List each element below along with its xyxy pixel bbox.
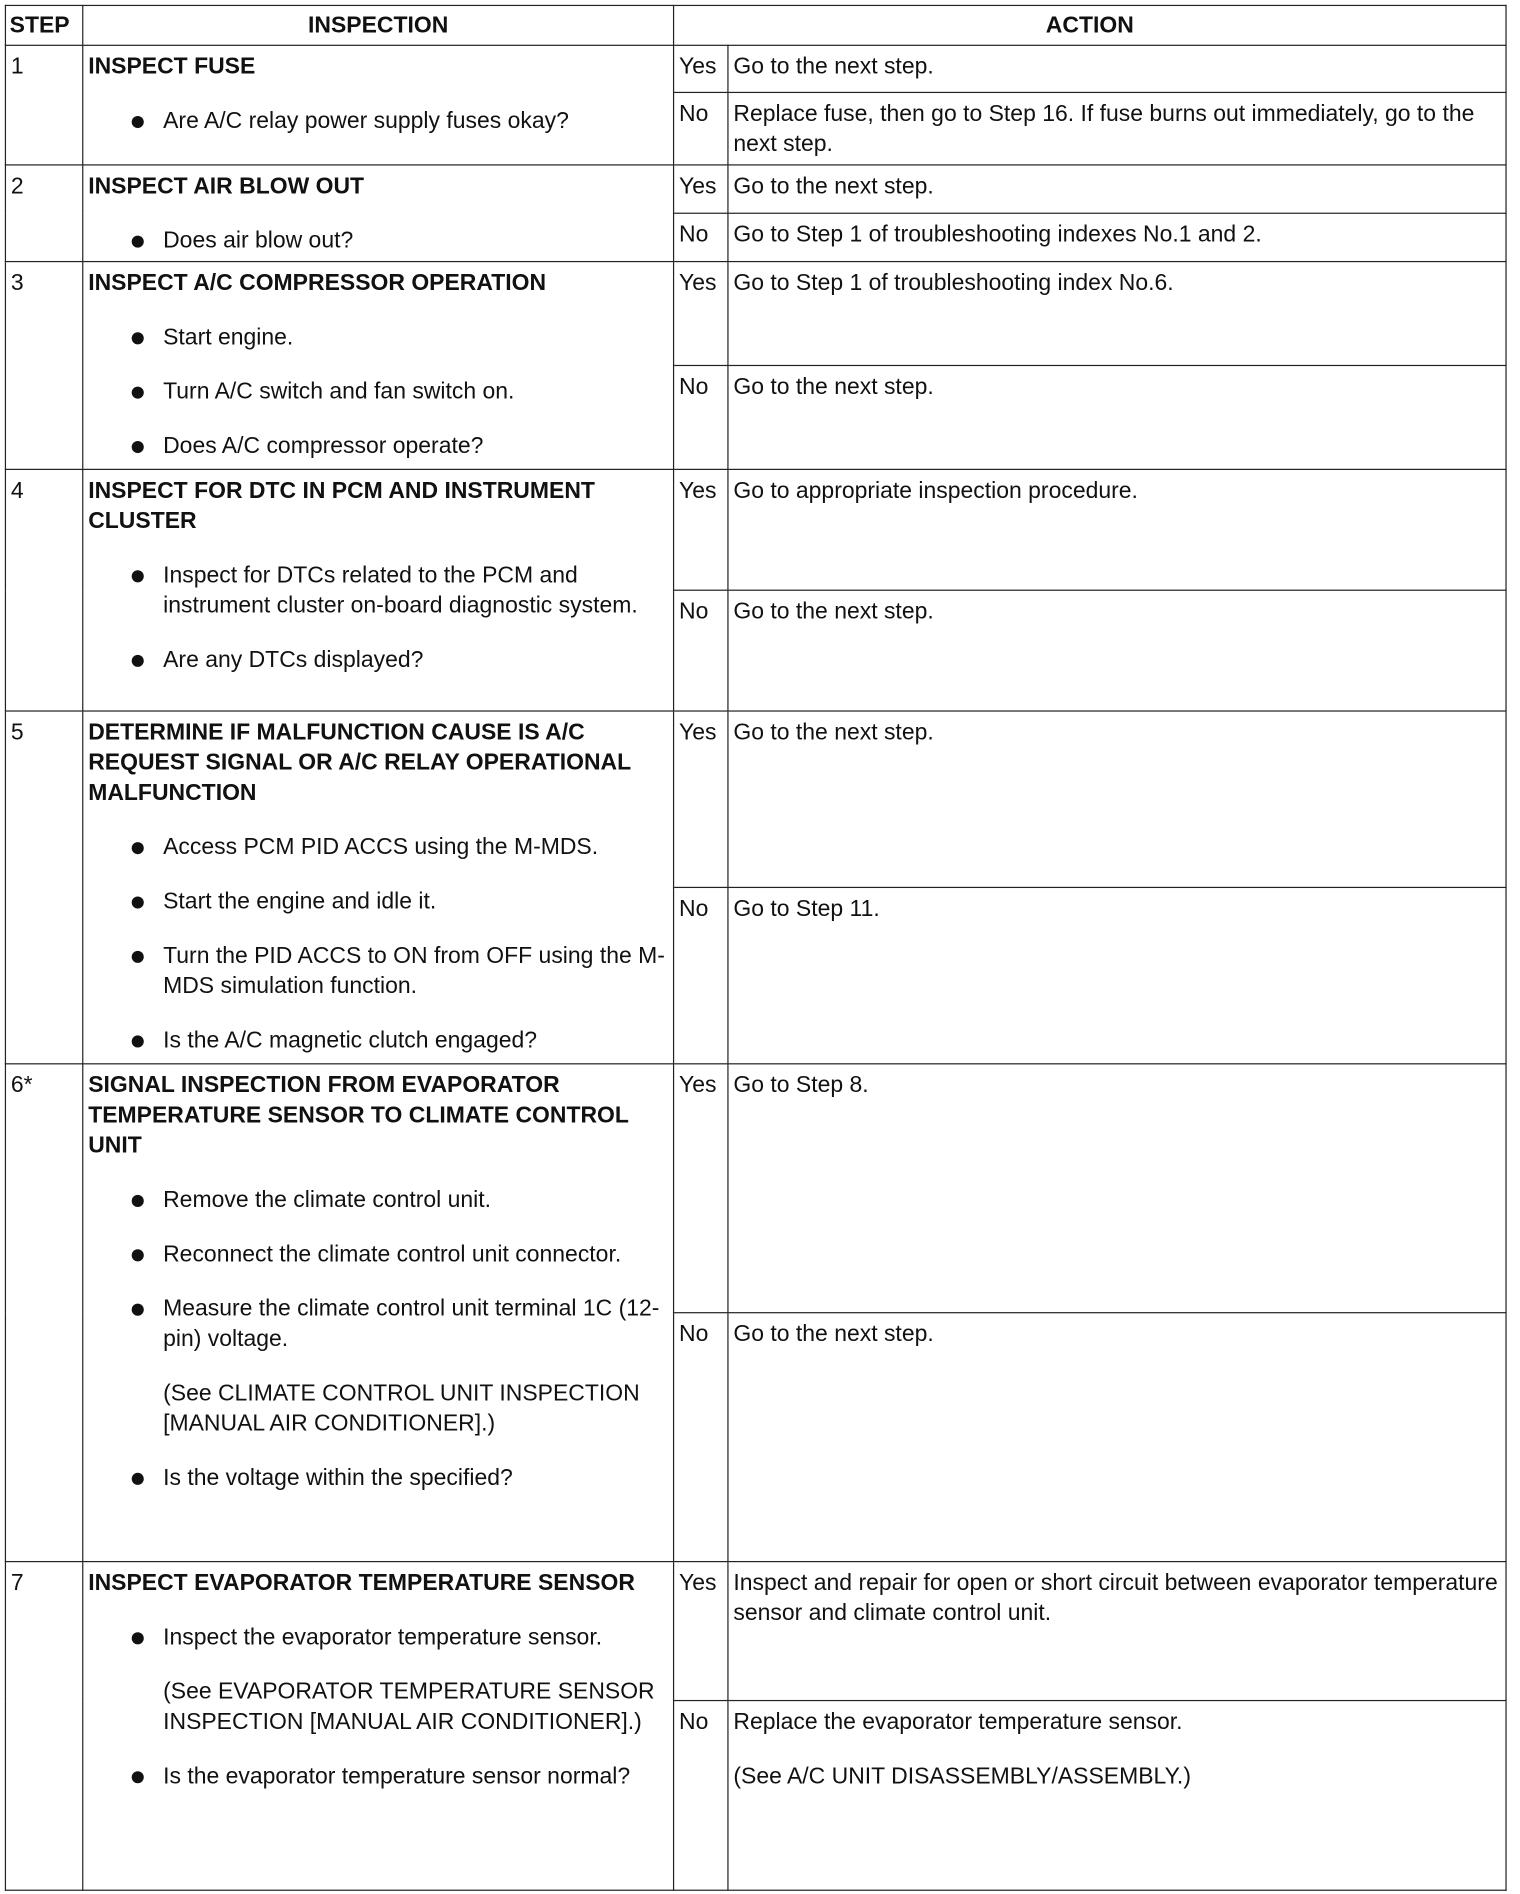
header-action: ACTION [674, 5, 1506, 45]
step-row-yes [5, 45, 1506, 92]
yes-action: Go to appropriate inspection procedure. [728, 469, 1506, 590]
inspection-list [88, 323, 668, 462]
inspection-item: Reconnect the climate control unit connector. [88, 1240, 668, 1270]
yes-label: Yes [674, 45, 728, 92]
step-row-yes [5, 1562, 1506, 1701]
yes-action: Go to the next step. [728, 45, 1506, 92]
yes-label: Yes [674, 262, 728, 366]
step-row-yes [5, 711, 1506, 887]
inspection-item: Start the engine and idle it. [88, 887, 668, 917]
inspection-list [88, 1762, 668, 1792]
inspection-item: Inspect for DTCs related to the PCM and instrument cluster on-board diagnostic system. [88, 561, 668, 621]
inspection-title: INSPECT FOR DTC IN PCM AND INSTRUMENT CLUSTER [88, 478, 595, 535]
inspection-item: Does air blow out? [88, 226, 668, 256]
yes-action: Go to the next step. [728, 711, 1506, 887]
troubleshooting-table [5, 5, 1507, 1891]
step-number: 4 [5, 469, 82, 711]
inspection-title: INSPECT A/C COMPRESSOR OPERATION [88, 270, 547, 297]
no-action: Go to the next step. [728, 590, 1506, 711]
step-number: 3 [5, 262, 82, 470]
no-label: No [674, 1313, 728, 1562]
inspection-reference: (See EVAPORATOR TEMPERATURE SENSOR INSPECTION [MANUAL AIR CONDITIONER].) [163, 1679, 655, 1735]
inspection-item: Are any DTCs displayed? [88, 645, 668, 675]
inspection-item: Is the voltage within the specified? [88, 1463, 668, 1493]
inspection-list [88, 832, 668, 1056]
no-action: Replace fuse, then go to Step 16. If fuse burns out immediately, go to the next step. [728, 92, 1506, 164]
inspection-title: INSPECT AIR BLOW OUT [88, 173, 365, 200]
yes-action: Go to Step 1 of troubleshooting index No.6. [728, 262, 1506, 366]
step-number: 7 [5, 1562, 82, 1891]
inspection-cell [83, 711, 674, 1064]
yes-label: Yes [674, 165, 728, 213]
inspection-title: SIGNAL INSPECTION FROM EVAPORATOR TEMPERATURE SENSOR TO CLIMATE CONTROL UNIT [88, 1072, 629, 1159]
inspection-cell [83, 1562, 674, 1891]
inspection-item: Turn the PID ACCS to ON from OFF using the M-MDS simulation function. [88, 941, 668, 1001]
inspection-item: Inspect the evaporator temperature sensor. [88, 1623, 668, 1653]
step-row-yes [5, 1064, 1506, 1313]
no-action: Replace the evaporator temperature sensor. [733, 1709, 1183, 1735]
no-action-reference: (See A/C UNIT DISASSEMBLY/ASSEMBLY.) [733, 1763, 1191, 1790]
no-action: Go to the next step. [728, 365, 1506, 469]
inspection-cell [83, 262, 674, 470]
yes-label: Yes [674, 1064, 728, 1313]
inspection-title: INSPECT EVAPORATOR TEMPERATURE SENSOR [88, 1570, 635, 1597]
no-label: No [674, 92, 728, 164]
inspection-cell [83, 1064, 674, 1562]
inspection-item: Does A/C compressor operate? [88, 431, 668, 461]
step-number: 1 [5, 45, 82, 165]
no-label: No [674, 1701, 728, 1891]
inspection-cell [83, 45, 674, 165]
no-label: No [674, 887, 728, 1063]
no-action: Go to Step 11. [728, 887, 1506, 1063]
inspection-title: INSPECT FUSE [88, 54, 256, 80]
no-label: No [674, 590, 728, 711]
inspection-title: DETERMINE IF MALFUNCTION CAUSE IS A/C REQUEST SIGNAL OR A/C RELAY OPERATIONAL MALFUNCTION [88, 720, 631, 806]
yes-label: Yes [674, 711, 728, 887]
inspection-item: Is the evaporator temperature sensor normal? [88, 1762, 668, 1792]
step-number: 5 [5, 711, 82, 1064]
inspection-list [88, 1623, 668, 1653]
inspection-cell [83, 469, 674, 711]
inspection-reference: (See CLIMATE CONTROL UNIT INSPECTION [MANUAL AIR CONDITIONER].) [163, 1380, 640, 1437]
no-label: No [674, 365, 728, 469]
step-row-yes [5, 165, 1506, 213]
yes-label: Yes [674, 469, 728, 590]
no-action-cell [728, 1701, 1506, 1891]
inspection-list [88, 1185, 668, 1354]
inspection-cell [83, 165, 674, 262]
inspection-item: Start engine. [88, 323, 668, 353]
inspection-list [88, 561, 668, 676]
inspection-item: Turn A/C switch and fan switch on. [88, 377, 668, 407]
inspection-list [88, 1463, 668, 1493]
no-label: No [674, 213, 728, 261]
yes-action: Go to the next step. [728, 165, 1506, 213]
header-step: STEP [5, 5, 82, 45]
inspection-item: Access PCM PID ACCS using the M-MDS. [88, 832, 668, 862]
yes-label: Yes [674, 1562, 728, 1701]
no-action: Go to the next step. [728, 1313, 1506, 1562]
step-row-yes [5, 469, 1506, 590]
inspection-item: Are A/C relay power supply fuses okay? [88, 106, 668, 136]
step-number: 2 [5, 165, 82, 262]
inspection-item: Measure the climate control unit terminal 1C (12-pin) voltage. [88, 1294, 668, 1354]
inspection-item: Is the A/C magnetic clutch engaged? [88, 1026, 668, 1056]
header-inspection: INSPECTION [83, 5, 674, 45]
yes-action: Go to Step 8. [728, 1064, 1506, 1313]
yes-action: Inspect and repair for open or short circuit between evaporator temperature sensor and climate control unit. [728, 1562, 1506, 1701]
inspection-item: Remove the climate control unit. [88, 1185, 668, 1215]
step-row-yes [5, 262, 1506, 366]
inspection-list [88, 226, 668, 256]
step-number: 6* [5, 1064, 82, 1562]
header-row [5, 5, 1506, 45]
no-action: Go to Step 1 of troubleshooting indexes No.1 and 2. [728, 213, 1506, 261]
inspection-list [88, 106, 668, 136]
